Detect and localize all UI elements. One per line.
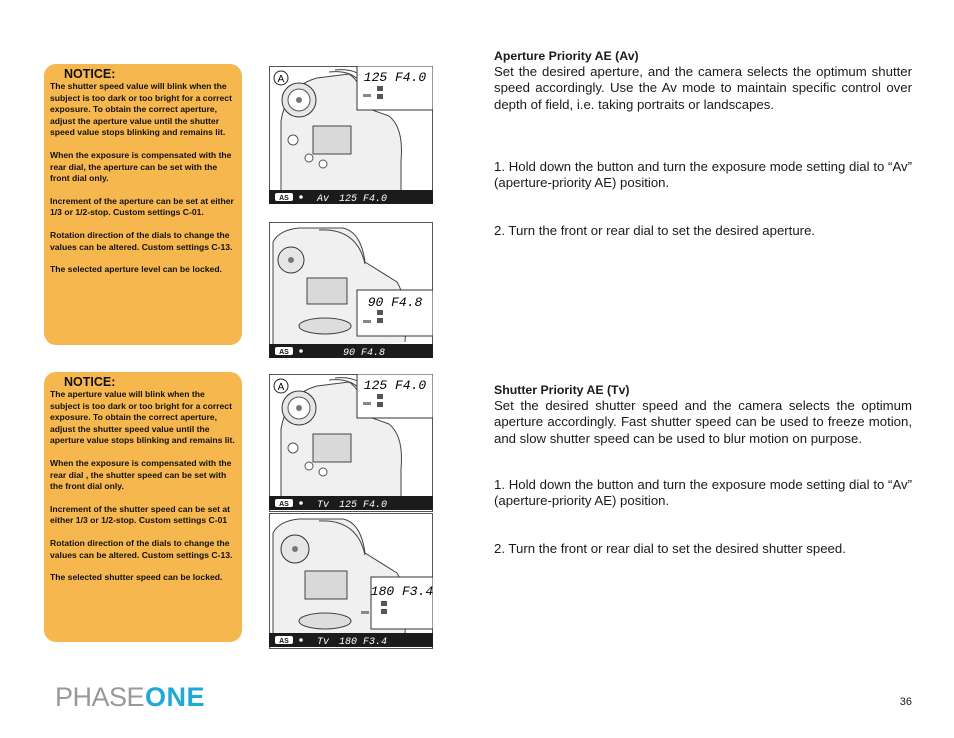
lcd-top-readout: 125 F4.0	[363, 70, 427, 85]
notice-box-tv	[44, 372, 242, 642]
section-heading: Aperture Priority AE (Av)	[494, 49, 639, 63]
section-av-step1	[494, 159, 912, 192]
notice-title: NOTICE:	[64, 67, 116, 81]
viewfinder-readout: 125 F4.0	[339, 500, 388, 511]
viewfinder-mode-badge: AS	[279, 501, 289, 508]
section-tv-step1	[494, 477, 912, 510]
section-shutter-priority	[494, 383, 912, 447]
camera-illustration-tv-step1	[269, 374, 433, 512]
camera-illustration-av-step2	[269, 222, 433, 358]
step-text: 1. Hold down the button and turn the exposure mode setting dial to “Av” (aperture-priority AE) position.	[494, 477, 912, 509]
notice-paragraph: The selected shutter speed can be locked.	[50, 572, 223, 583]
viewfinder-mode-indicator: Av	[317, 194, 330, 204]
notice-paragraph: When the exposure is compensated with the rear dial , the shutter speed can be set with the front dial only.	[50, 457, 232, 492]
section-av-step2	[494, 223, 912, 239]
notice-paragraph: The shutter speed value will blink when the subject is too dark or too bright for a correct exposure. To obtain the correct aperture, adjust the aperture value until the shutter speed value stops blinking and remains lit.	[50, 81, 232, 138]
notice-paragraph: The aperture value will blink when the subject is too dark or too bright for a correct exposure. To obtain the correct aperture, adjust the shutter speed value until the aperture value stops blinking and remains lit.	[50, 389, 235, 446]
notice-paragraph: Increment of the shutter speed can be set at either 1/3 or 1/2-stop. Custom settings C-01	[50, 503, 231, 526]
viewfinder-mode-badge: AS	[279, 349, 289, 356]
notice-paragraph: When the exposure is compensated with the rear dial, the aperture can be set with the front dial only.	[50, 149, 232, 184]
camera-illustration-tv-step2	[269, 513, 433, 649]
logo-text-phase: PHASE	[55, 682, 145, 712]
section-intro: Set the desired shutter speed and the camera selects the optimum aperture accordingly. Fast shutter speed can be used to freeze motion, and slow shutter speed can be used to blur motion on purpose.	[494, 398, 912, 446]
section-tv-step2	[494, 541, 912, 557]
notice-title: NOTICE:	[64, 375, 116, 389]
notice-paragraph: Rotation direction of the dials to change the values can be altered. Custom settings C-13.	[50, 537, 233, 560]
viewfinder-mode-badge: AS	[279, 638, 289, 645]
section-heading: Shutter Priority AE (Tv)	[494, 383, 630, 397]
viewfinder-readout: 180 F3.4	[339, 637, 388, 648]
step-text: 2. Turn the front or rear dial to set the desired shutter speed.	[494, 541, 846, 556]
notice-box-av	[44, 64, 242, 345]
viewfinder-mode-indicator: Tv	[317, 637, 330, 648]
lcd-top-readout: 125 F4.0	[363, 378, 427, 393]
section-aperture-priority	[494, 49, 912, 113]
page-number: 36	[899, 696, 912, 708]
notice-paragraph: The selected aperture level can be locked.	[50, 264, 222, 275]
camera-illustration-av-step1	[269, 66, 433, 204]
phase-one-logo	[55, 678, 235, 714]
viewfinder-mode-badge: AS	[279, 195, 289, 202]
lcd-top-readout: 90 F4.8	[367, 295, 423, 310]
step-text: 1. Hold down the button and turn the exposure mode setting dial to “Av” (aperture-priority AE) position.	[494, 159, 912, 191]
callout-label: A	[277, 74, 285, 85]
logo-text-one: ONE	[145, 682, 206, 712]
callout-label: A	[277, 382, 285, 393]
viewfinder-readout: 125 F4.0	[339, 194, 388, 204]
step-text: 2. Turn the front or rear dial to set the desired aperture.	[494, 223, 816, 238]
viewfinder-readout: 90 F4.8	[343, 348, 386, 358]
notice-paragraph: Increment of the aperture can be set at either 1/3 or 1/2-stop. Custom settings C-01.	[50, 195, 234, 218]
lcd-top-readout: 180 F3.4	[370, 584, 433, 599]
section-intro: Set the desired aperture, and the camera selects the optimum shutter speed accordingly. Use the Av mode to maintain specific control over depth of field, i.e. taking portraits or landscapes.	[494, 64, 912, 112]
viewfinder-mode-indicator: Tv	[317, 500, 330, 511]
notice-paragraph: Rotation direction of the dials to change the values can be altered. Custom settings C-13.	[50, 229, 233, 252]
